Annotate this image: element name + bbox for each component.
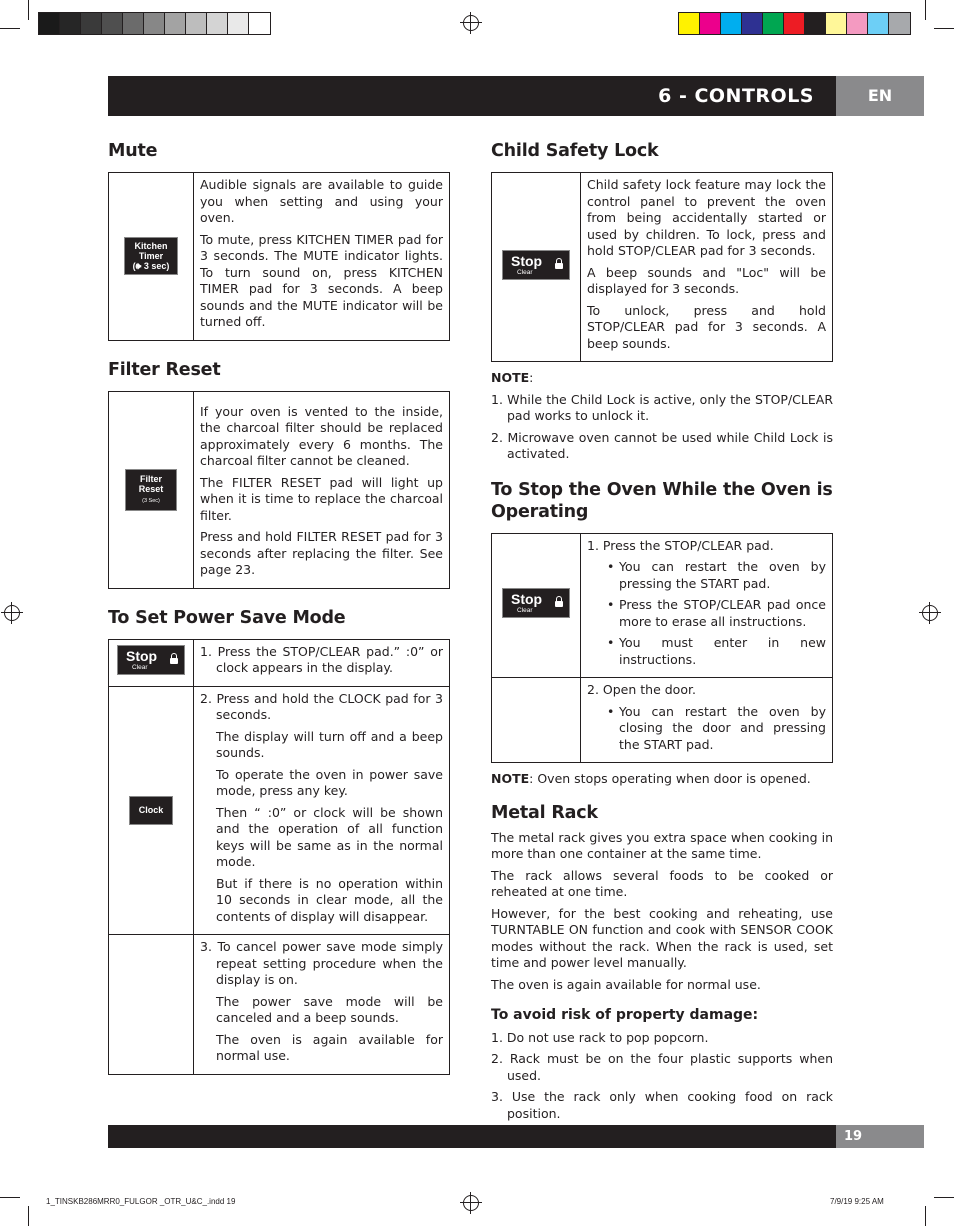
paragraph: To unlock, press and hold STOP/CLEAR pad for 3 seconds. A beep sounds.: [587, 302, 826, 351]
page-number: 19: [836, 1125, 924, 1148]
bullet-item: • You can restart the oven by pressing the START pad.: [587, 559, 826, 592]
swatch: [186, 13, 207, 34]
paragraph: To mute, press KITCHEN TIMER pad for 3 seconds. The MUTE indicator lights. To turn sound on, press KITCHEN TIMER pad for 3 seconds. A beep sounds and the MUTE indicator will be turned off.: [200, 231, 443, 329]
paragraph: Child safety lock feature may lock the control panel to prevent the oven from being accidentally started or used by children. To lock, press and hold STOP/CLEAR pad for 3 seconds.: [587, 177, 826, 258]
lock-icon: [555, 263, 563, 269]
stop-pad-cell: [492, 533, 581, 678]
child-lock-text-cell: [581, 173, 833, 362]
stop-clear-pad: [502, 588, 570, 618]
paragraph: The FILTER RESET pad will light up when it is time to replace the charcoal filter.: [200, 474, 443, 523]
swatch: [207, 13, 228, 34]
swatch: [868, 13, 889, 34]
rack-item: 3. Use the rack only when cooking food on rack position.: [491, 1089, 833, 1121]
language-tab: EN: [836, 76, 924, 116]
swatch: [889, 13, 910, 34]
rack-item: 2. Rack must be on the four plastic supports when used.: [491, 1051, 833, 1083]
mute-table: [108, 172, 450, 341]
pad-label: Clear: [517, 268, 533, 276]
mute-heading: Mute: [108, 141, 158, 161]
swatch: [826, 13, 847, 34]
pad-label: Filter: [139, 473, 162, 484]
right-column: [491, 140, 833, 1149]
child-lock-heading: Child Safety Lock: [491, 141, 659, 161]
swatch: [742, 13, 763, 34]
kitchen-timer-pad: [124, 237, 178, 275]
metal-rack-heading: Metal Rack: [491, 802, 598, 823]
filter-reset-pad: [125, 469, 177, 511]
crop-mark: [934, 28, 954, 29]
pad-label: Kitchen: [134, 241, 168, 252]
page-footer-bar: [108, 1125, 924, 1148]
empty-pad-cell: [492, 678, 581, 763]
bullet-item: • You can restart the oven by closing the door and pressing the START pad.: [587, 704, 826, 754]
step-2: 2. Press and hold the CLOCK pad for 3 seconds.: [200, 690, 443, 722]
power-save-table: [108, 639, 450, 1075]
clock-pad-cell: [109, 686, 194, 935]
pad-label: Stop: [511, 252, 543, 269]
pad-label: Stop: [126, 648, 158, 665]
stop-oven-note: [491, 771, 833, 788]
swatch: [228, 13, 249, 34]
registration-mark-icon: [4, 605, 20, 621]
note-item: 2. Microwave oven cannot be used while Child Lock is activated.: [491, 429, 833, 461]
stop-pad-cell: [109, 639, 194, 686]
left-column: [108, 140, 450, 1075]
mute-text-cell: [194, 173, 450, 341]
registration-mark-icon: [463, 15, 479, 31]
grayscale-swatches: [38, 12, 271, 35]
registration-mark-icon: [922, 605, 938, 621]
step-3: 3. To cancel power save mode simply repeat setting procedure when the display is on.: [200, 939, 443, 987]
paragraph: The oven is again available for normal use.: [491, 976, 761, 992]
paragraph: Audible signals are available to guide you when setting and using your oven.: [200, 177, 443, 225]
swatch: [784, 13, 805, 34]
step-1: 1. Press the STOP/CLEAR pad.: [587, 537, 774, 553]
swatch: [721, 13, 742, 34]
crop-mark: [934, 1197, 954, 1198]
crop-mark: [925, 0, 926, 20]
clock-pad: Clock: [129, 796, 173, 825]
paragraph: If your oven is vented to the inside, the charcoal filter should be replaced approximately every 6 months. The charcoal filter cannot be cleaned.: [200, 403, 443, 468]
step-cell: [194, 639, 450, 686]
paragraph: The metal rack gives you extra space when cooking in more than one container at the same time.: [491, 829, 833, 861]
pad-label: (3 Sec): [142, 497, 160, 504]
step-detail: The power save mode will be canceled and a beep sounds.: [216, 993, 443, 1025]
pad-label: Clear: [517, 607, 533, 614]
lock-icon: [555, 601, 563, 607]
step-2: 2. Open the door.: [587, 682, 696, 697]
filter-pad-cell: [109, 391, 194, 588]
registration-mark-icon: [463, 1195, 479, 1211]
swatch: [763, 13, 784, 34]
crop-mark: [925, 1206, 926, 1226]
section-header-bar: [108, 76, 924, 116]
paragraph: However, for the best cooking and reheating, use TURNTABLE ON function and cook with SENSOR COOK modes without the rack. When the rack is used, set time and power level manually.: [491, 905, 833, 970]
stop-clear-pad: [117, 645, 185, 675]
step-detail: But if there is no operation within 10 seconds in clear mode, all the contents of display will disappear.: [216, 875, 443, 924]
crop-mark: [0, 28, 20, 29]
crop-mark: [28, 1206, 29, 1226]
step-cell: [581, 533, 833, 678]
filter-reset-table: [108, 391, 450, 589]
note-item: 1. While the Child Lock is active, only the STOP/CLEAR pad works to unlock it.: [491, 391, 833, 423]
step-1: 1. Press the STOP/CLEAR pad.” :0” or clock appears in the display.: [200, 643, 443, 675]
note-label: NOTE: [491, 370, 530, 385]
swatch: [123, 13, 144, 34]
step-cell: [581, 678, 833, 763]
color-swatches: [678, 12, 911, 35]
swatch: [679, 13, 700, 34]
step-detail: The oven is again available for normal use.: [216, 1031, 443, 1063]
step-cell: [194, 686, 450, 935]
stop-oven-table: [491, 533, 833, 764]
swatch: [700, 13, 721, 34]
crop-mark: [28, 0, 29, 20]
swatch: [60, 13, 81, 34]
paragraph: A beep sounds and "Loc" will be displayed for 3 seconds.: [587, 264, 826, 296]
step-cell: [194, 935, 450, 1075]
stop-clear-pad: [502, 250, 570, 280]
step-detail: To operate the oven in power save mode, press any key.: [216, 766, 443, 798]
bullet-item: • You must enter in new instructions.: [587, 635, 826, 668]
swatch: [165, 13, 186, 34]
swatch: [847, 13, 868, 34]
section-title: 6 - CONTROLS: [658, 85, 814, 107]
filter-reset-heading: Filter Reset: [108, 359, 221, 380]
note-text: : Oven stops operating when door is opened.: [529, 771, 811, 786]
slug-date: 7/9/19 9:25 AM: [830, 1197, 884, 1206]
mute-pad-cell: [109, 173, 194, 341]
note-label: NOTE: [491, 771, 530, 786]
pad-label: Timer: [138, 251, 164, 262]
stop-oven-heading: To Stop the Oven While the Oven is Operating: [491, 479, 833, 522]
swatch: [805, 13, 826, 34]
property-damage-heading: To avoid risk of property damage:: [491, 1007, 759, 1023]
swatch: [249, 13, 270, 34]
pad-label: Clear: [132, 664, 148, 672]
paragraph: Press and hold FILTER RESET pad for 3 seconds after replacing the filter. See page 23.: [200, 529, 443, 577]
pad-label: Reset: [138, 483, 164, 494]
slug-filename: 1_TINSKB286MRR0_FULGOR _OTR_U&C_.indd 19: [46, 1197, 236, 1206]
paragraph: The rack allows several foods to be cooked or reheated at one time.: [491, 867, 833, 899]
step-detail: Then “ :0” or clock will be shown and the operation of all function keys will be same as in the normal mode.: [216, 804, 443, 869]
swatch: [144, 13, 165, 34]
child-lock-table: [491, 172, 833, 362]
rack-item: 1. Do not use rack to pop popcorn.: [491, 1029, 709, 1045]
stop-pad-cell: [492, 173, 581, 362]
pad-label: (🕪 3 sec): [132, 261, 170, 272]
swatch: [39, 13, 60, 34]
swatch: [81, 13, 102, 34]
bullet-item: • Press the STOP/CLEAR pad once more to erase all instructions.: [587, 597, 826, 630]
power-save-heading: To Set Power Save Mode: [108, 607, 346, 628]
empty-pad-cell: [109, 935, 194, 1075]
child-lock-note-label: [491, 370, 833, 387]
note-colon: :: [529, 370, 534, 385]
step-detail: The display will turn off and a beep sounds.: [216, 728, 443, 760]
swatch: [102, 13, 123, 34]
filter-text-cell: [194, 391, 450, 588]
lock-icon: [170, 658, 178, 664]
crop-mark: [0, 1197, 20, 1198]
pad-label: Stop: [511, 591, 543, 607]
